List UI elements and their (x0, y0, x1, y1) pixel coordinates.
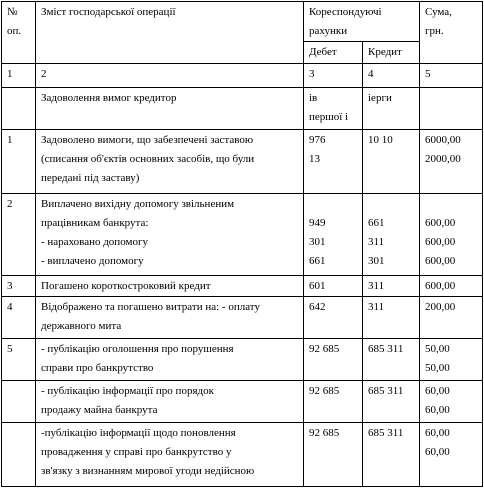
cell-credit (363, 297, 420, 339)
content-line: Відображено та погашено витрати на: - оплату (41, 301, 260, 313)
cell-sum (420, 339, 483, 381)
cell-no (2, 297, 36, 339)
content-line: - публікацію інформації про порядок (41, 385, 214, 397)
header-corr-line2: рахунки (309, 25, 348, 37)
cell-sum (420, 276, 483, 297)
cell-no (2, 130, 36, 194)
content-line: - публікацію оголошення про порушення (41, 343, 234, 355)
cell-content (36, 423, 304, 487)
cell-sum (420, 88, 483, 130)
cell-credit (363, 423, 420, 487)
index-4: 4 (368, 68, 374, 80)
index-3: 3 (309, 68, 315, 80)
no-line: 5 (7, 343, 13, 355)
debit-line (309, 195, 358, 214)
content-line: - виплачено допомогу (41, 255, 144, 267)
cell-content (36, 297, 304, 339)
cell-debit (304, 339, 363, 381)
cell-credit (363, 339, 420, 381)
sum-line: 50,00 (425, 362, 450, 374)
debit-line: 92 685 (309, 343, 340, 355)
debit-line: 13 (309, 153, 320, 165)
sum-line: 60,00 (425, 427, 450, 439)
cell-debit (304, 276, 363, 297)
no-line (7, 424, 31, 443)
header-no-line1: № (7, 6, 18, 18)
no-line: 2 (7, 198, 13, 210)
sum-line: 200,00 (425, 301, 456, 313)
credit-line: іерги (368, 92, 392, 104)
cell-debit (304, 297, 363, 339)
cell-credit (363, 88, 420, 130)
header-corr-line1: Кореспондуючі (309, 6, 382, 18)
debit-line: 92 685 (309, 427, 340, 439)
no-line (7, 89, 31, 108)
cell-debit (304, 194, 363, 276)
index-cell-3 (304, 64, 363, 88)
content-line: Задоволено вимоги, що забезпечені заставою (41, 134, 254, 146)
index-cell-4 (363, 64, 420, 88)
credit-line (368, 195, 415, 214)
content-line: Виплачено вихідну допомогу звільненим (41, 198, 235, 210)
sum-line: 60,00 (425, 385, 450, 397)
cell-no (2, 88, 36, 130)
cell-content (36, 88, 304, 130)
header-no (2, 2, 36, 64)
cell-sum (420, 194, 483, 276)
sum-line: 600,00 (425, 255, 456, 267)
header-sum (420, 2, 483, 64)
table-row (2, 194, 483, 276)
no-line: 4 (7, 301, 13, 313)
no-line: 1 (7, 134, 13, 146)
credit-line: 311 (368, 301, 385, 313)
sum-line: 6000,00 (425, 134, 461, 146)
table-row (2, 423, 483, 487)
credit-line: 10 10 (368, 134, 393, 146)
cell-credit (363, 130, 420, 194)
cell-content (36, 276, 304, 297)
header-debit (304, 42, 363, 64)
index-cell-1 (2, 64, 36, 88)
header-no-line2: оп. (7, 25, 22, 37)
no-line (7, 382, 31, 401)
header-credit (363, 42, 420, 64)
cell-content (36, 130, 304, 194)
debit-line: 92 685 (309, 385, 340, 397)
no-line: 3 (7, 280, 13, 292)
credit-line: 685 311 (368, 427, 404, 439)
cell-no (2, 381, 36, 423)
cell-sum (420, 130, 483, 194)
header-content (36, 2, 304, 64)
content-line: справи про банкрутство (41, 362, 154, 374)
cell-sum (420, 297, 483, 339)
debit-line: 661 (309, 255, 326, 267)
table-row (2, 130, 483, 194)
content-line: Задоволення вимог кредитор (41, 92, 177, 104)
cell-credit (363, 194, 420, 276)
index-2: 2 (41, 68, 47, 80)
credit-line: 685 311 (368, 343, 404, 355)
sum-line: 600,00 (425, 236, 456, 248)
content-line: -публікацію інформації щодо поновлення (41, 427, 236, 439)
cell-no (2, 194, 36, 276)
sum-line: 50,00 (425, 343, 450, 355)
debit-line: 642 (309, 301, 326, 313)
content-line: державного мита (41, 320, 122, 332)
cell-content (36, 194, 304, 276)
content-line: передані під заставу) (41, 172, 140, 184)
table-row (2, 88, 483, 130)
content-line: працівникам банкрута: (41, 217, 149, 229)
index-1: 1 (7, 68, 13, 80)
credit-line: 311 (368, 280, 385, 292)
cell-debit (304, 381, 363, 423)
content-line: зв'язку з визнанням мирової угоди недійсною (41, 465, 255, 477)
credit-line: 685 311 (368, 385, 404, 397)
table-row (2, 276, 483, 297)
cell-debit (304, 423, 363, 487)
cell-no (2, 423, 36, 487)
header-corr (304, 2, 420, 42)
header-debit-text: Дебет (309, 46, 337, 58)
debit-line: першої і (309, 111, 349, 123)
sum-line: 2000,00 (425, 153, 461, 165)
cell-sum (420, 381, 483, 423)
index-5: 5 (425, 68, 431, 80)
cell-credit (363, 381, 420, 423)
content-line: (списання об'єктів основних засобів, що були (41, 153, 255, 165)
cell-content (36, 381, 304, 423)
cell-no (2, 339, 36, 381)
cell-debit (304, 88, 363, 130)
header-content-text: Зміст господарської операції (41, 6, 176, 18)
cell-credit (363, 276, 420, 297)
sum-line (425, 195, 478, 214)
content-line: Погашено короткостроковий кредит (41, 280, 211, 292)
debit-line: 601 (309, 280, 326, 292)
content-line: провадження у справі про банкрутство у (41, 446, 232, 458)
debit-line: ів (309, 92, 318, 104)
sum-line: 600,00 (425, 280, 456, 292)
credit-line: 661 (368, 217, 385, 229)
header-sum-line2: грн. (425, 25, 444, 37)
header-row (2, 2, 483, 42)
cell-content (36, 339, 304, 381)
header-credit-text: Кредит (368, 46, 402, 58)
credit-line: 301 (368, 255, 385, 267)
operations-table (1, 1, 483, 487)
content-line: продажу майна банкрута (41, 404, 158, 416)
content-line: - нараховано допомогу (41, 236, 148, 248)
debit-line: 301 (309, 236, 326, 248)
sum-line: 60,00 (425, 404, 450, 416)
table-row (2, 381, 483, 423)
header-sum-line1: Сума, (425, 6, 452, 18)
table-row (2, 297, 483, 339)
table-row (2, 339, 483, 381)
cell-no (2, 276, 36, 297)
sum-line: 60,00 (425, 446, 450, 458)
cell-debit (304, 130, 363, 194)
index-row (2, 64, 483, 88)
debit-line: 976 (309, 134, 326, 146)
index-cell-5 (420, 64, 483, 88)
sum-line (425, 89, 478, 108)
sum-line: 600,00 (425, 217, 456, 229)
debit-line: 949 (309, 217, 326, 229)
index-cell-2 (36, 64, 304, 88)
cell-sum (420, 423, 483, 487)
credit-line: 311 (368, 236, 385, 248)
